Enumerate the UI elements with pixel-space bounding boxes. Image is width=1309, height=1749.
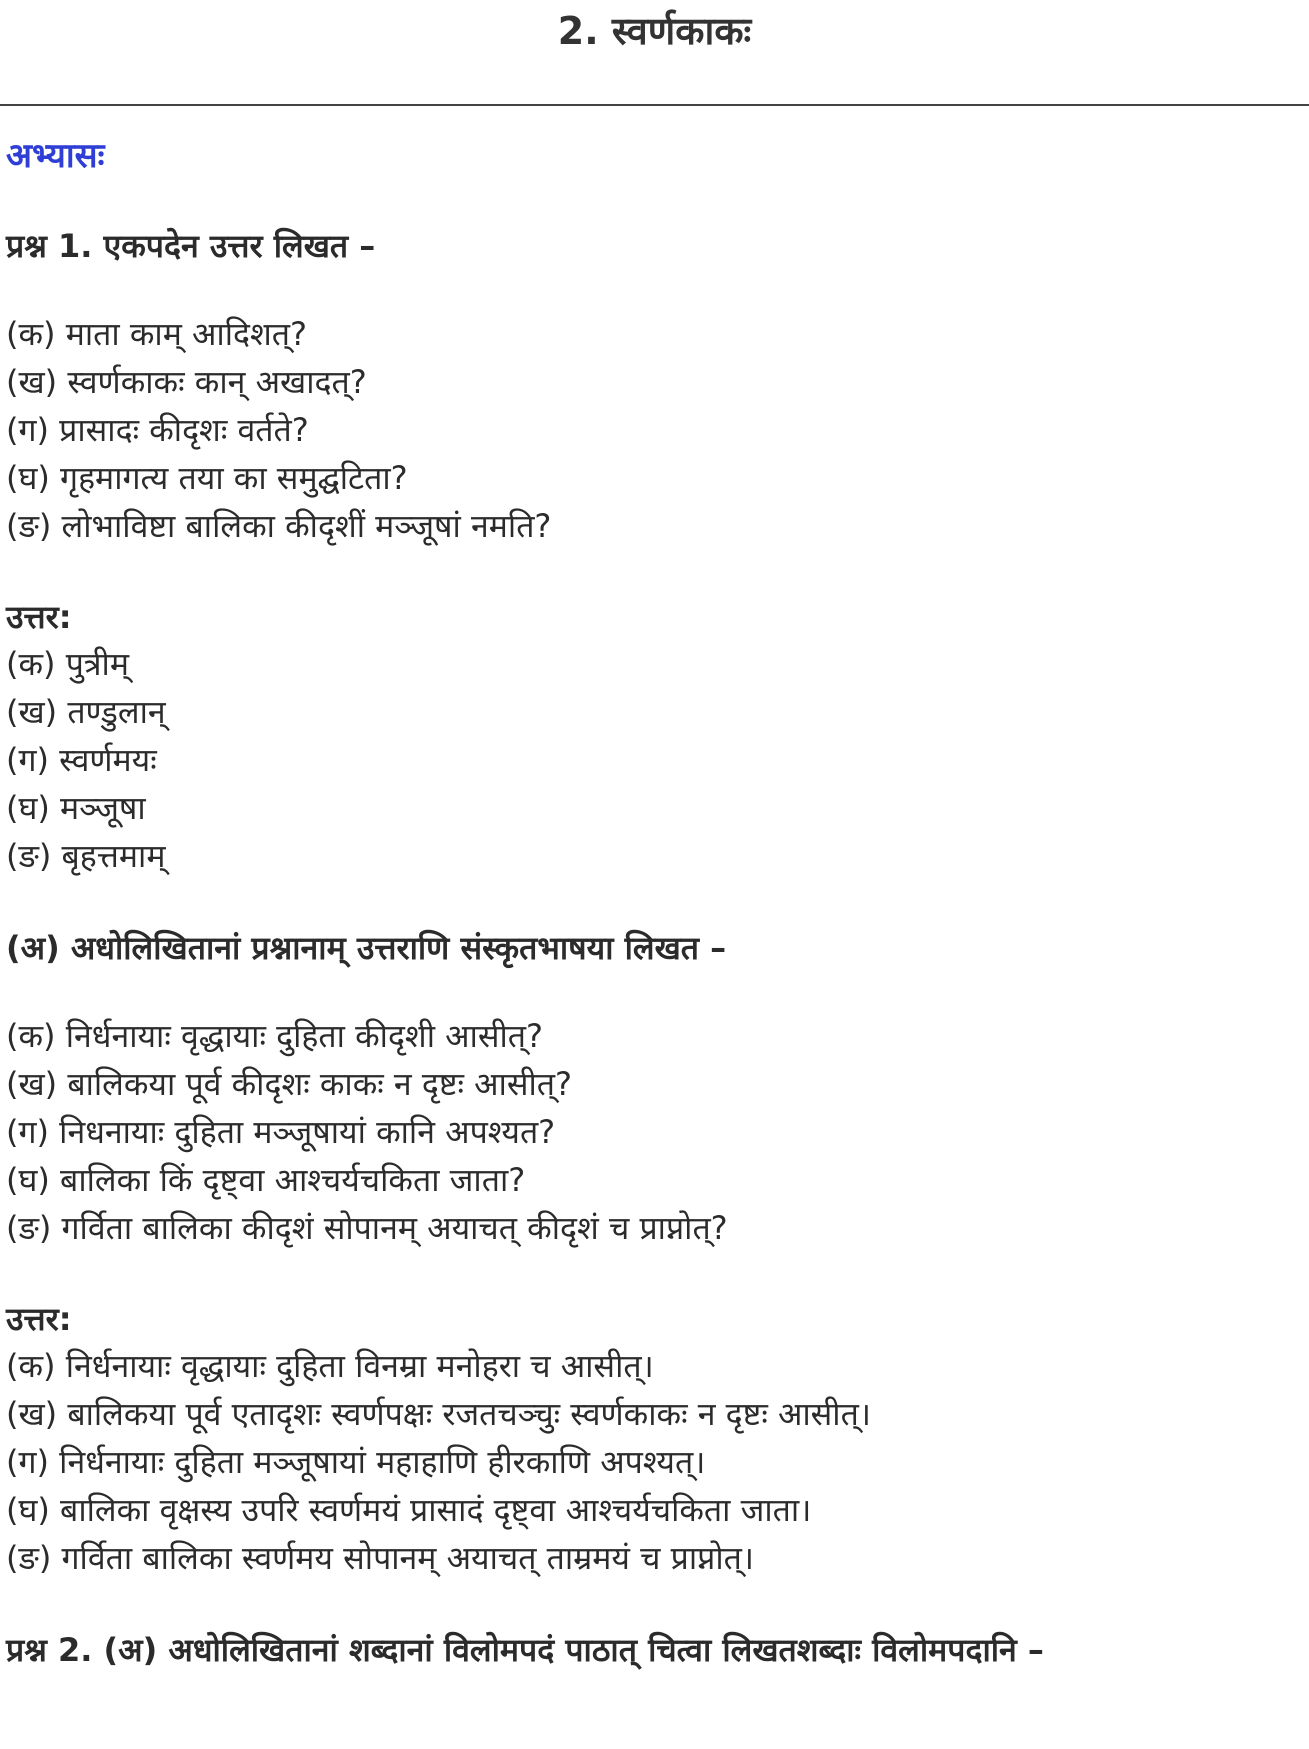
page-title: 2. स्वर्णकाकः	[557, 9, 752, 53]
answer-1-label: उत्तर:	[6, 598, 72, 636]
question-item: (ग) प्रासादः कीदृशः वर्तते?	[6, 411, 309, 449]
answer-item: (क) पुत्रीम्	[6, 645, 129, 683]
question-1a-list	[6, 1012, 1302, 1252]
title-divider	[0, 104, 1309, 106]
section-heading: अभ्यासः	[6, 136, 105, 176]
question-item: (ख) बालिकया पूर्व कीदृशः काकः न दृष्टः आसीत्?	[6, 1065, 573, 1103]
answer-item: (घ) बालिका वृक्षस्य उपरि स्वर्णमयं प्रासादं दृष्ट्वा आश्चर्यचकिता जाता।	[6, 1491, 812, 1529]
question-item: (घ) बालिका किं दृष्ट्वा आश्चर्यचकिता जाता?	[6, 1161, 526, 1199]
answer-item: (घ) मञ्जूषा	[6, 789, 146, 827]
answer-1a-label: उत्तर:	[6, 1300, 72, 1338]
question-item: (घ) गृहमागत्य तया का समुद्घटिता?	[6, 459, 408, 497]
question-1-heading: प्रश्न 1. एकपदेन उत्तर लिखत –	[6, 227, 376, 265]
question-item: (ङ) गर्विता बालिका कीदृशं सोपानम् अयाचत् कीदृशं च प्राप्नोत्?	[6, 1209, 728, 1247]
answer-item: (क) निर्धनायाः वृद्धायाः दुहिता विनम्रा मनोहरा च आसीत्।	[6, 1347, 654, 1385]
answer-item: (ङ) गर्विता बालिका स्वर्णमय सोपानम् अयाचत् ताम्रमयं च प्राप्नोत्।	[6, 1539, 755, 1577]
document-body	[6, 132, 1302, 1674]
answer-item: (ग) निर्धनायाः दुहिता मञ्जूषायां महाहाणि हीरकाणि अपश्यत्।	[6, 1443, 706, 1481]
question-item: (क) निर्धनायाः वृद्धायाः दुहिता कीदृशी आसीत्?	[6, 1017, 544, 1055]
answer-item: (ग) स्वर्णमयः	[6, 741, 157, 779]
answer-1-list	[6, 640, 1302, 880]
question-2-heading: प्रश्न 2. (अ) अधोलिखितानां शब्दानां विलोमपदं पाठात् चित्वा लिखतशब्दाः विलोमपदानि –	[6, 1631, 1044, 1669]
answer-item: (ख) तण्डुलान्	[6, 693, 166, 731]
answer-1a-list	[6, 1342, 1302, 1582]
question-item: (ङ) लोभाविष्टा बालिका कीदृशीं मञ्जूषां नमति?	[6, 507, 552, 545]
question-item: (क) माता काम् आदिशत्?	[6, 315, 307, 353]
question-item: (ख) स्वर्णकाकः कान् अखादत्?	[6, 363, 367, 401]
answer-item: (ङ) बृहत्तमाम्	[6, 837, 166, 875]
question-1a-heading: (अ) अधोलिखितानां प्रश्नानाम् उत्तराणि संस्कृतभाषया लिखत –	[6, 929, 727, 967]
question-1-list	[6, 310, 1302, 550]
answer-item: (ख) बालिकया पूर्व एतादृशः स्वर्णपक्षः रजतचञ्चुः स्वर्णकाकः न दृष्टः आसीत्।	[6, 1395, 871, 1433]
question-item: (ग) निधनायाः दुहिता मञ्जूषायां कानि अपश्यत?	[6, 1113, 556, 1151]
